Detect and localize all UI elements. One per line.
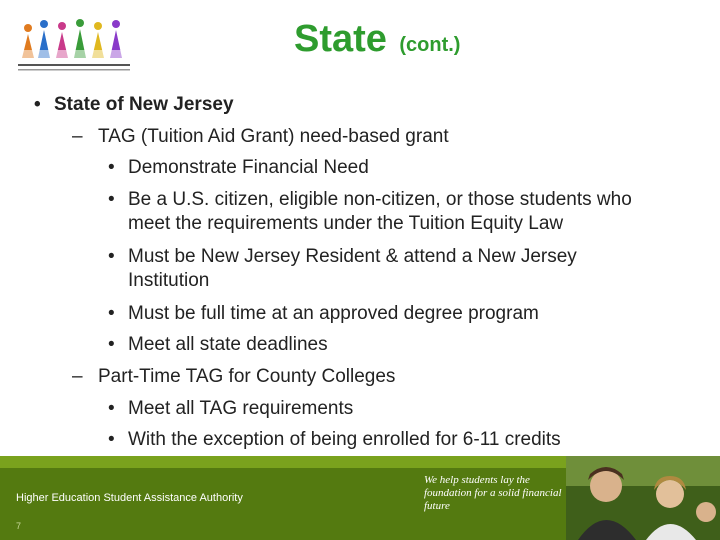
- dash-marker: –: [72, 366, 83, 387]
- bullet-text: Be a U.S. citizen, eligible non-citizen, or those students who: [128, 189, 632, 210]
- footer-tagline: We help students lay the foundation for a solid financial future: [424, 474, 562, 512]
- bullet-text: Meet all state deadlines: [128, 334, 328, 355]
- bullet-marker: •: [108, 246, 115, 267]
- dash-marker: –: [72, 126, 83, 147]
- bullet-item: [72, 365, 395, 389]
- bullet-item: [108, 156, 369, 180]
- bullet-marker: •: [108, 398, 115, 419]
- students-photo: [566, 456, 720, 540]
- hesaa-logo: [14, 14, 136, 76]
- bullet-item: [108, 333, 328, 357]
- bullet-item: [108, 428, 561, 452]
- bullet-text: Must be full time at an approved degree program: [128, 303, 539, 324]
- bullet-marker: •: [108, 429, 115, 450]
- bullet-continuation: meet the requirements under the Tuition Equity Law: [128, 213, 564, 234]
- bullet-item: [34, 93, 234, 117]
- bullet-marker: •: [108, 334, 115, 355]
- bullet-text: TAG (Tuition Aid Grant) need-based grant: [98, 126, 449, 147]
- page-number: 7: [16, 521, 22, 531]
- bullet-text: Part-Time TAG for County Colleges: [98, 366, 396, 387]
- slide-title: [294, 18, 460, 61]
- bullet-item: [108, 302, 539, 326]
- bullet-text: Meet all TAG requirements: [128, 398, 354, 419]
- bullet-text: With the exception of being enrolled for 6-11 credits: [128, 429, 561, 450]
- bullet-item: [108, 397, 353, 421]
- bullet-marker: •: [34, 94, 41, 115]
- bullet-item: [72, 125, 449, 149]
- bullet-marker: •: [108, 157, 115, 178]
- bullet-item: [108, 245, 577, 269]
- bullet-text: Demonstrate Financial Need: [128, 157, 369, 178]
- students-photo-icon: [566, 456, 720, 540]
- bullet-text: State of New Jersey: [54, 94, 234, 115]
- footer-org-name: Higher Education Student Assistance Authority: [16, 492, 243, 504]
- bullet-marker: •: [108, 303, 115, 324]
- hesaa-logo-icon: [14, 14, 136, 76]
- bullet-item: [108, 188, 632, 212]
- title-suffix: (cont.): [399, 34, 461, 56]
- footer-bar: [0, 456, 720, 540]
- title-main: State: [294, 18, 387, 60]
- bullet-text: Must be New Jersey Resident & attend a New Jersey: [128, 246, 577, 267]
- bullet-continuation: Institution: [128, 270, 210, 291]
- bullet-marker: •: [108, 189, 115, 210]
